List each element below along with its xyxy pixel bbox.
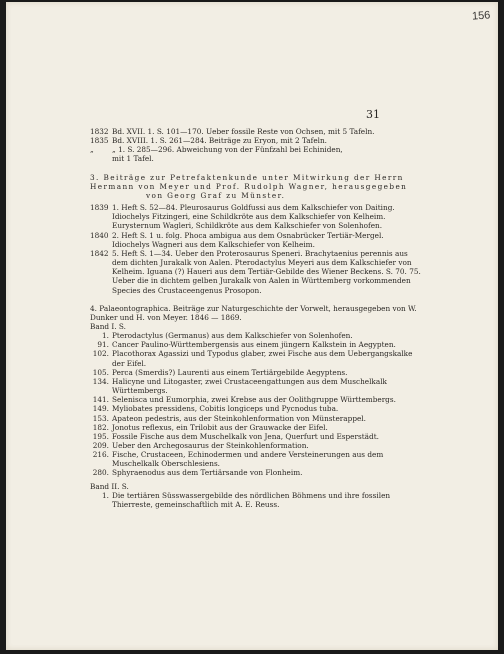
list-item bbox=[90, 127, 423, 136]
entry-year: 1835 bbox=[90, 136, 109, 146]
entry-continuation: mit 1 Tafel. bbox=[112, 154, 154, 164]
page-ref: 102. bbox=[92, 349, 109, 359]
list-item bbox=[90, 395, 423, 404]
page-ref: 105. bbox=[92, 367, 109, 377]
list-item bbox=[90, 368, 423, 377]
entry-year: 1839 bbox=[90, 203, 109, 213]
page-content bbox=[90, 127, 423, 509]
list-item bbox=[90, 404, 423, 413]
entry-year: „ bbox=[90, 145, 94, 155]
page-ref: 1. bbox=[102, 490, 109, 500]
section-entries bbox=[90, 203, 423, 295]
list-item bbox=[90, 423, 423, 432]
section-heading bbox=[90, 173, 423, 200]
entry-text: Bd. XVII. 1. S. 101—170. Ueber fossile Reste von Ochsen, mit 5 Tafeln. bbox=[112, 127, 375, 136]
entry-text: „ 1. S. 285—296. Abweichung von der Fünfzahl bei Echiniden, bbox=[112, 145, 343, 155]
list-item bbox=[90, 432, 423, 441]
page-ref: 153. bbox=[92, 413, 109, 423]
entry-text: Sphyraenodus aus dem Tertiärsande von Flonheim. bbox=[112, 468, 303, 478]
list-item bbox=[90, 136, 423, 145]
entry-text: 5. Heft S. 1—34. Ueber den Proterosaurus Speneri. Brachytaenius perennis aus dem dichten Jurakalk von Aalen. Pterodactylus Meyeri aus dem Kalkschiefer von Kelheim. Iguana (?) Haueri aus dem Tertiär-Gebilde des Wiener Beckens. S. 70. 75. Ueber die in dichtem gelben Jurakalk von Aalen in Württemberg vorkommenden Species des Crustaceengenus Prosopon. bbox=[112, 248, 421, 295]
entry-text: Fossile Fische aus dem Muschelkalk von Jena, Querfurt und Esperstädt. bbox=[112, 431, 379, 441]
entry-text: Cancer Paulino-Württembergensis aus einem jüngern Kalkstein in Aegypten. bbox=[112, 340, 396, 350]
entry-text: 2. Heft S. 1 u. folg. Phoca ambigua aus dem Osnabrücker Tertiär-Mergel. Idiochelys Wagneri aus dem Kalkschiefer von Kelheim. bbox=[112, 230, 384, 249]
entry-text: 1. Heft S. 52—84. Pleurosaurus Goldfussi aus dem Kalkschiefer von Daiting. Idiochelys Fitzingeri, eine Schildkröte aus dem Kalkschiefer von Kelheim. Eurysternum Wagleri, Schildkröte aus dem Kalkschiefer von Solenhofen. bbox=[112, 203, 395, 231]
list-item bbox=[90, 491, 423, 509]
page-ref: 216. bbox=[92, 450, 109, 460]
entry-text: Bd. XVIII. 1. S. 261—284. Beiträge zu Eryon, mit 2 Tafeln. bbox=[112, 136, 327, 146]
list-item bbox=[90, 468, 423, 477]
page-ref: 1. bbox=[102, 331, 109, 341]
list-item bbox=[90, 249, 423, 295]
entry-text: Fische, Crustaceen, Echinodermen und andere Versteinerungen aus dem Muschelkalk Oberschlesiens. bbox=[112, 450, 384, 469]
band-list bbox=[90, 331, 423, 478]
list-item bbox=[90, 145, 423, 154]
handwritten-page-mark: 156 bbox=[471, 9, 491, 23]
page-ref: 149. bbox=[92, 404, 109, 414]
page-ref: 280. bbox=[92, 468, 109, 478]
page-ref: 141. bbox=[92, 395, 109, 405]
list-item bbox=[90, 441, 423, 450]
list-item bbox=[90, 450, 423, 468]
section-heading-line: Hermann von Meyer und Prof. Rudolph Wagner, herausgegeben bbox=[90, 181, 408, 191]
list-item bbox=[90, 349, 423, 367]
list-item bbox=[90, 231, 423, 249]
document-page bbox=[6, 2, 498, 650]
band-list bbox=[90, 491, 423, 509]
entry-text: Selenisca und Eumorphia, zwei Krebse aus der Oolithgruppe Württembergs. bbox=[112, 395, 396, 405]
list-item bbox=[90, 414, 423, 423]
section-heading-line: von Georg Graf zu Münster. bbox=[146, 190, 286, 200]
page-ref: 209. bbox=[92, 441, 109, 450]
list-item bbox=[90, 203, 423, 230]
page-ref: 91. bbox=[97, 340, 109, 350]
entry-text: Placothorax Agassizi und Typodus glaber, zwei Fische aus dem Uebergangskalke der Eifel. bbox=[112, 349, 413, 368]
journal-block bbox=[90, 127, 423, 164]
entry-text: Halicyne und Litogaster, zwei Crustaceengattungen aus dem Muschelkalk Württembergs. bbox=[112, 376, 387, 396]
entry-year: 1840 bbox=[90, 230, 109, 240]
list-item bbox=[90, 340, 423, 349]
band-label: Band I. S. bbox=[90, 321, 126, 331]
entry-text: Myliobates pressidens, Cobitis longiceps und Pycnodus tuba. bbox=[112, 404, 339, 414]
page-number: 31 bbox=[366, 108, 380, 121]
list-item bbox=[90, 331, 423, 340]
entry-year: 1832 bbox=[90, 127, 109, 136]
entry-text: Apateon pedestris, aus der Steinkohlenformation von Münsterappel. bbox=[112, 413, 366, 423]
band-label: Band II. S. bbox=[90, 481, 129, 491]
section-heading: 4. Palaeontographica. Beiträge zur Naturgeschichte der Vorwelt, herausgegeben von W. Dunker und H. von Meyer. 1846 — 1869. bbox=[90, 303, 417, 322]
entry-text: Ueber den Archegosaurus der Steinkohlenformation. bbox=[112, 441, 309, 450]
list-item bbox=[90, 377, 423, 395]
entry-text: Jonotus reflexus, ein Trilobit aus der Grauwacke der Eifel. bbox=[112, 422, 328, 432]
page-ref: 182. bbox=[92, 422, 109, 432]
entry-text: Perca (Smerdis?) Laurenti aus einem Tertiärgebilde Aegyptens. bbox=[112, 367, 348, 377]
entry-text: Pterodactylus (Germanus) aus dem Kalkschiefer von Solenhofen. bbox=[112, 331, 353, 341]
page-ref: 134. bbox=[92, 376, 109, 386]
entry-text: Die tertiären Süsswassergebilde des nördlichen Böhmens und ihre fossilen Thierreste, gemeinschaftlich mit A. E. Reuss. bbox=[112, 490, 391, 509]
page-ref: 195. bbox=[92, 431, 109, 441]
section-heading-line: 3. Beiträge zur Petrefaktenkunde unter Mitwirkung der Herrn bbox=[90, 172, 404, 182]
entry-year: 1842 bbox=[90, 248, 109, 258]
